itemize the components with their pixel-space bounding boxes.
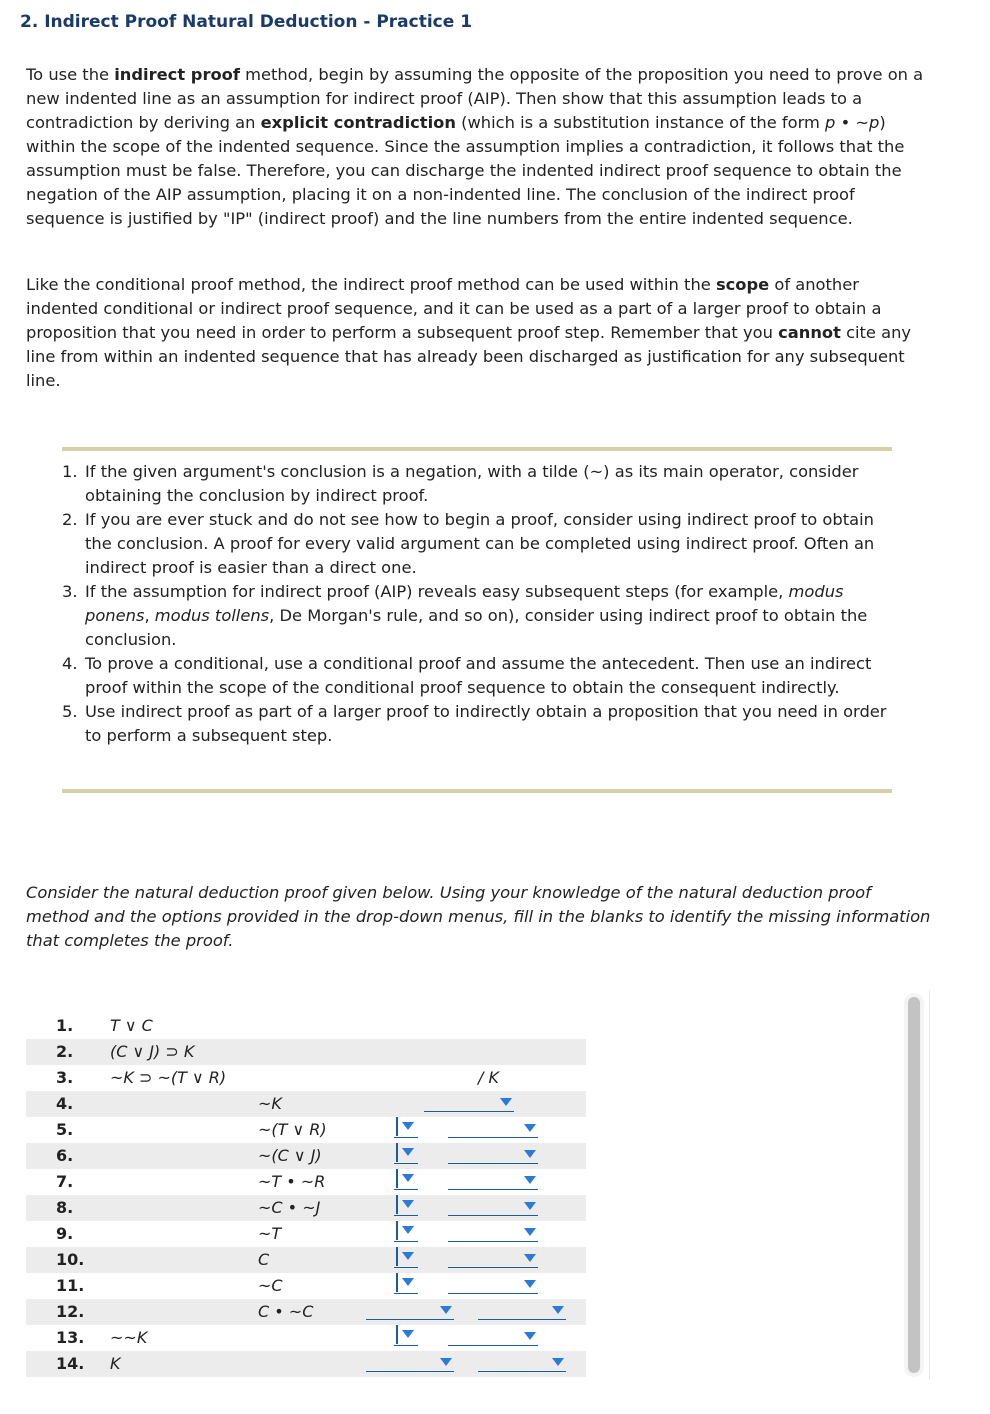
- scrollbar-thumb[interactable]: [908, 997, 920, 1373]
- proof-line: [26, 1273, 586, 1299]
- proof-line: [26, 1091, 586, 1117]
- proof-conclusion: / K: [478, 1068, 499, 1087]
- line-reference-dropdown[interactable]: [394, 1247, 418, 1268]
- line-number: 3.: [56, 1068, 74, 1087]
- line-reference-dropdown[interactable]: [366, 1299, 454, 1320]
- chevron-down-icon: [440, 1358, 452, 1366]
- intro-paragraph-1: To use the indirect proof method, begin by assuming the opposite of the proposition you need to prove on a new indented line as an assumption for indirect proof (AIP). Then show that this assumption leads to a contradiction by deriving an explicit contradiction (which is a substitution instance of the form p • ~p) within the scope of the indented sequence. Since the assumption implies a contradiction, it follows that the assumption must be false. Therefore, you can discharge the indented indirect proof sequence to obtain the negation of the AIP assumption, placing it on a non-indented line. The conclusion of the indirect proof sequence is justified by "IP" (indirect proof) and the line numbers from the entire indented sequence.: [26, 65, 924, 228]
- chevron-down-icon: [524, 1228, 536, 1236]
- proof-line: [26, 1247, 586, 1273]
- proof-formula: C: [258, 1250, 270, 1269]
- line-reference-dropdown[interactable]: [394, 1169, 418, 1190]
- page-title: 2. Indirect Proof Natural Deduction - Practice 1: [20, 12, 473, 32]
- line-number: 1.: [56, 1016, 74, 1035]
- rule-dropdown[interactable]: [448, 1247, 538, 1268]
- tip-item: 3. If the assumption for indirect proof (AIP) reveals easy subsequent steps (for example, modus ponens, modus tollens, De Morgan's rule, and so on), consider using indirect proof to obtain the conclusion.: [62, 582, 868, 649]
- term-scope: scope: [715, 275, 770, 294]
- proof-line: [26, 1065, 586, 1091]
- line-number: 4.: [56, 1094, 74, 1113]
- proof-formula: ~K ⊃ ~(T ∨ R): [110, 1068, 227, 1087]
- bar: [396, 1195, 398, 1214]
- chevron-down-icon: [524, 1202, 536, 1210]
- line-number: 14.: [56, 1354, 85, 1373]
- chevron-down-icon: [500, 1098, 512, 1106]
- chevron-down-icon: [402, 1330, 414, 1338]
- proof-formula: ~K: [258, 1094, 282, 1113]
- line-number: 9.: [56, 1224, 74, 1243]
- proof-formula: ~C: [258, 1276, 283, 1295]
- proof-line: [26, 1351, 586, 1377]
- chevron-down-icon: [552, 1358, 564, 1366]
- chevron-down-icon: [402, 1252, 414, 1260]
- line-number: 5.: [56, 1120, 74, 1139]
- rule-dropdown[interactable]: [448, 1325, 538, 1346]
- proof-formula: ~~K: [110, 1328, 148, 1347]
- chevron-down-icon: [524, 1332, 536, 1340]
- bar: [396, 1273, 398, 1292]
- proof-line: [26, 1195, 586, 1221]
- rule-dropdown[interactable]: [448, 1273, 538, 1294]
- term-cannot: cannot: [778, 323, 841, 342]
- bar: [396, 1221, 398, 1240]
- line-reference-dropdown[interactable]: [394, 1221, 418, 1242]
- tip-item: 2. If you are ever stuck and do not see how to begin a proof, consider using indirect proof to obtain the conclusion. A proof for every valid argument can be completed using indirect proof. Often an indirect proof is easier than a direct one.: [62, 510, 875, 577]
- chevron-down-icon: [440, 1306, 452, 1314]
- line-reference-dropdown[interactable]: [394, 1117, 418, 1138]
- proof-line: [26, 1013, 586, 1039]
- bar: [396, 1117, 398, 1136]
- chevron-down-icon: [402, 1226, 414, 1234]
- proof-formula: C • ~C: [258, 1302, 314, 1321]
- term-explicit-contradiction: explicit contradiction: [260, 113, 456, 132]
- proof-formula: ~C • ~J: [258, 1198, 321, 1217]
- chevron-down-icon: [524, 1124, 536, 1132]
- proof-formula: (C ∨ J) ⊃ K: [110, 1042, 195, 1061]
- chevron-down-icon: [524, 1176, 536, 1184]
- rule-dropdown[interactable]: [448, 1169, 538, 1190]
- proof-line: [26, 1143, 586, 1169]
- proof-line: [26, 1221, 586, 1247]
- proof-line: [26, 1169, 586, 1195]
- proof-line: [26, 1299, 586, 1325]
- tip-item: 4. To prove a conditional, use a conditional proof and assume the antecedent. Then use an indirect proof within the scope of the conditional proof sequence to obtain the consequent indirectly.: [62, 654, 872, 697]
- rule-dropdown[interactable]: [448, 1195, 538, 1216]
- bar: [396, 1325, 398, 1344]
- intro-paragraph-2: Like the conditional proof method, the indirect proof method can be used within the scope of another indented conditional or indirect proof sequence, and it can be used as a part of a larger proof to obtain a proposition that you need in order to perform a subsequent proof step. Remember that you cannot cite any line from within an indented sequence that has already been discharged as justification for any subsequent line.: [26, 275, 912, 390]
- tip-item: 5. Use indirect proof as part of a larger proof to indirectly obtain a proposition that you need in order to perform a subsequent step.: [62, 702, 887, 745]
- proof-formula: ~(C ∨ J): [258, 1146, 322, 1165]
- chevron-down-icon: [402, 1200, 414, 1208]
- line-reference-dropdown[interactable]: [394, 1195, 418, 1216]
- bar: [396, 1143, 398, 1162]
- chevron-down-icon: [524, 1280, 536, 1288]
- rule-dropdown[interactable]: [478, 1351, 566, 1372]
- line-number: 2.: [56, 1042, 74, 1061]
- rule-dropdown[interactable]: [478, 1299, 566, 1320]
- tips-list: [62, 460, 892, 748]
- line-number: 8.: [56, 1198, 74, 1217]
- line-reference-dropdown[interactable]: [366, 1351, 454, 1372]
- proof-formula: ~(T ∨ R): [258, 1120, 327, 1139]
- proof-line: [26, 1117, 586, 1143]
- bar: [396, 1169, 398, 1188]
- chevron-down-icon: [402, 1122, 414, 1130]
- term-indirect-proof: indirect proof: [114, 65, 240, 84]
- line-number: 11.: [56, 1276, 85, 1295]
- rule-dropdown[interactable]: [448, 1143, 538, 1164]
- chevron-down-icon: [402, 1278, 414, 1286]
- line-number: 10.: [56, 1250, 85, 1269]
- instruction-text: Consider the natural deduction proof given below. Using your knowledge of the natural deduction proof method and the options provided in the drop-down menus, fill in the blanks to identify the missing information that completes the proof.: [26, 883, 931, 950]
- chevron-down-icon: [402, 1174, 414, 1182]
- rule-dropdown[interactable]: [448, 1221, 538, 1242]
- justification-dropdown[interactable]: [424, 1091, 514, 1112]
- proof-line: [26, 1325, 586, 1351]
- proof-line: [26, 1039, 586, 1065]
- line-reference-dropdown[interactable]: [394, 1325, 418, 1346]
- proof-formula: K: [110, 1354, 121, 1373]
- scrollbar[interactable]: [904, 993, 924, 1377]
- line-number: 7.: [56, 1172, 74, 1191]
- chevron-down-icon: [524, 1150, 536, 1158]
- chevron-down-icon: [552, 1306, 564, 1314]
- chevron-down-icon: [524, 1254, 536, 1262]
- line-number: 13.: [56, 1328, 85, 1347]
- proof-formula: ~T: [258, 1224, 282, 1243]
- line-number: 12.: [56, 1302, 85, 1321]
- proof-formula: T ∨ C: [110, 1016, 153, 1035]
- line-reference-dropdown[interactable]: [394, 1273, 418, 1294]
- line-number: 6.: [56, 1146, 74, 1165]
- chevron-down-icon: [402, 1148, 414, 1156]
- line-reference-dropdown[interactable]: [394, 1143, 418, 1164]
- proof-formula: ~T • ~R: [258, 1172, 326, 1191]
- tip-item: 1. If the given argument's conclusion is a negation, with a tilde (~) as its main operator, consider obtaining the conclusion by indirect proof.: [62, 462, 859, 505]
- bar: [396, 1247, 398, 1266]
- rule-dropdown[interactable]: [448, 1117, 538, 1138]
